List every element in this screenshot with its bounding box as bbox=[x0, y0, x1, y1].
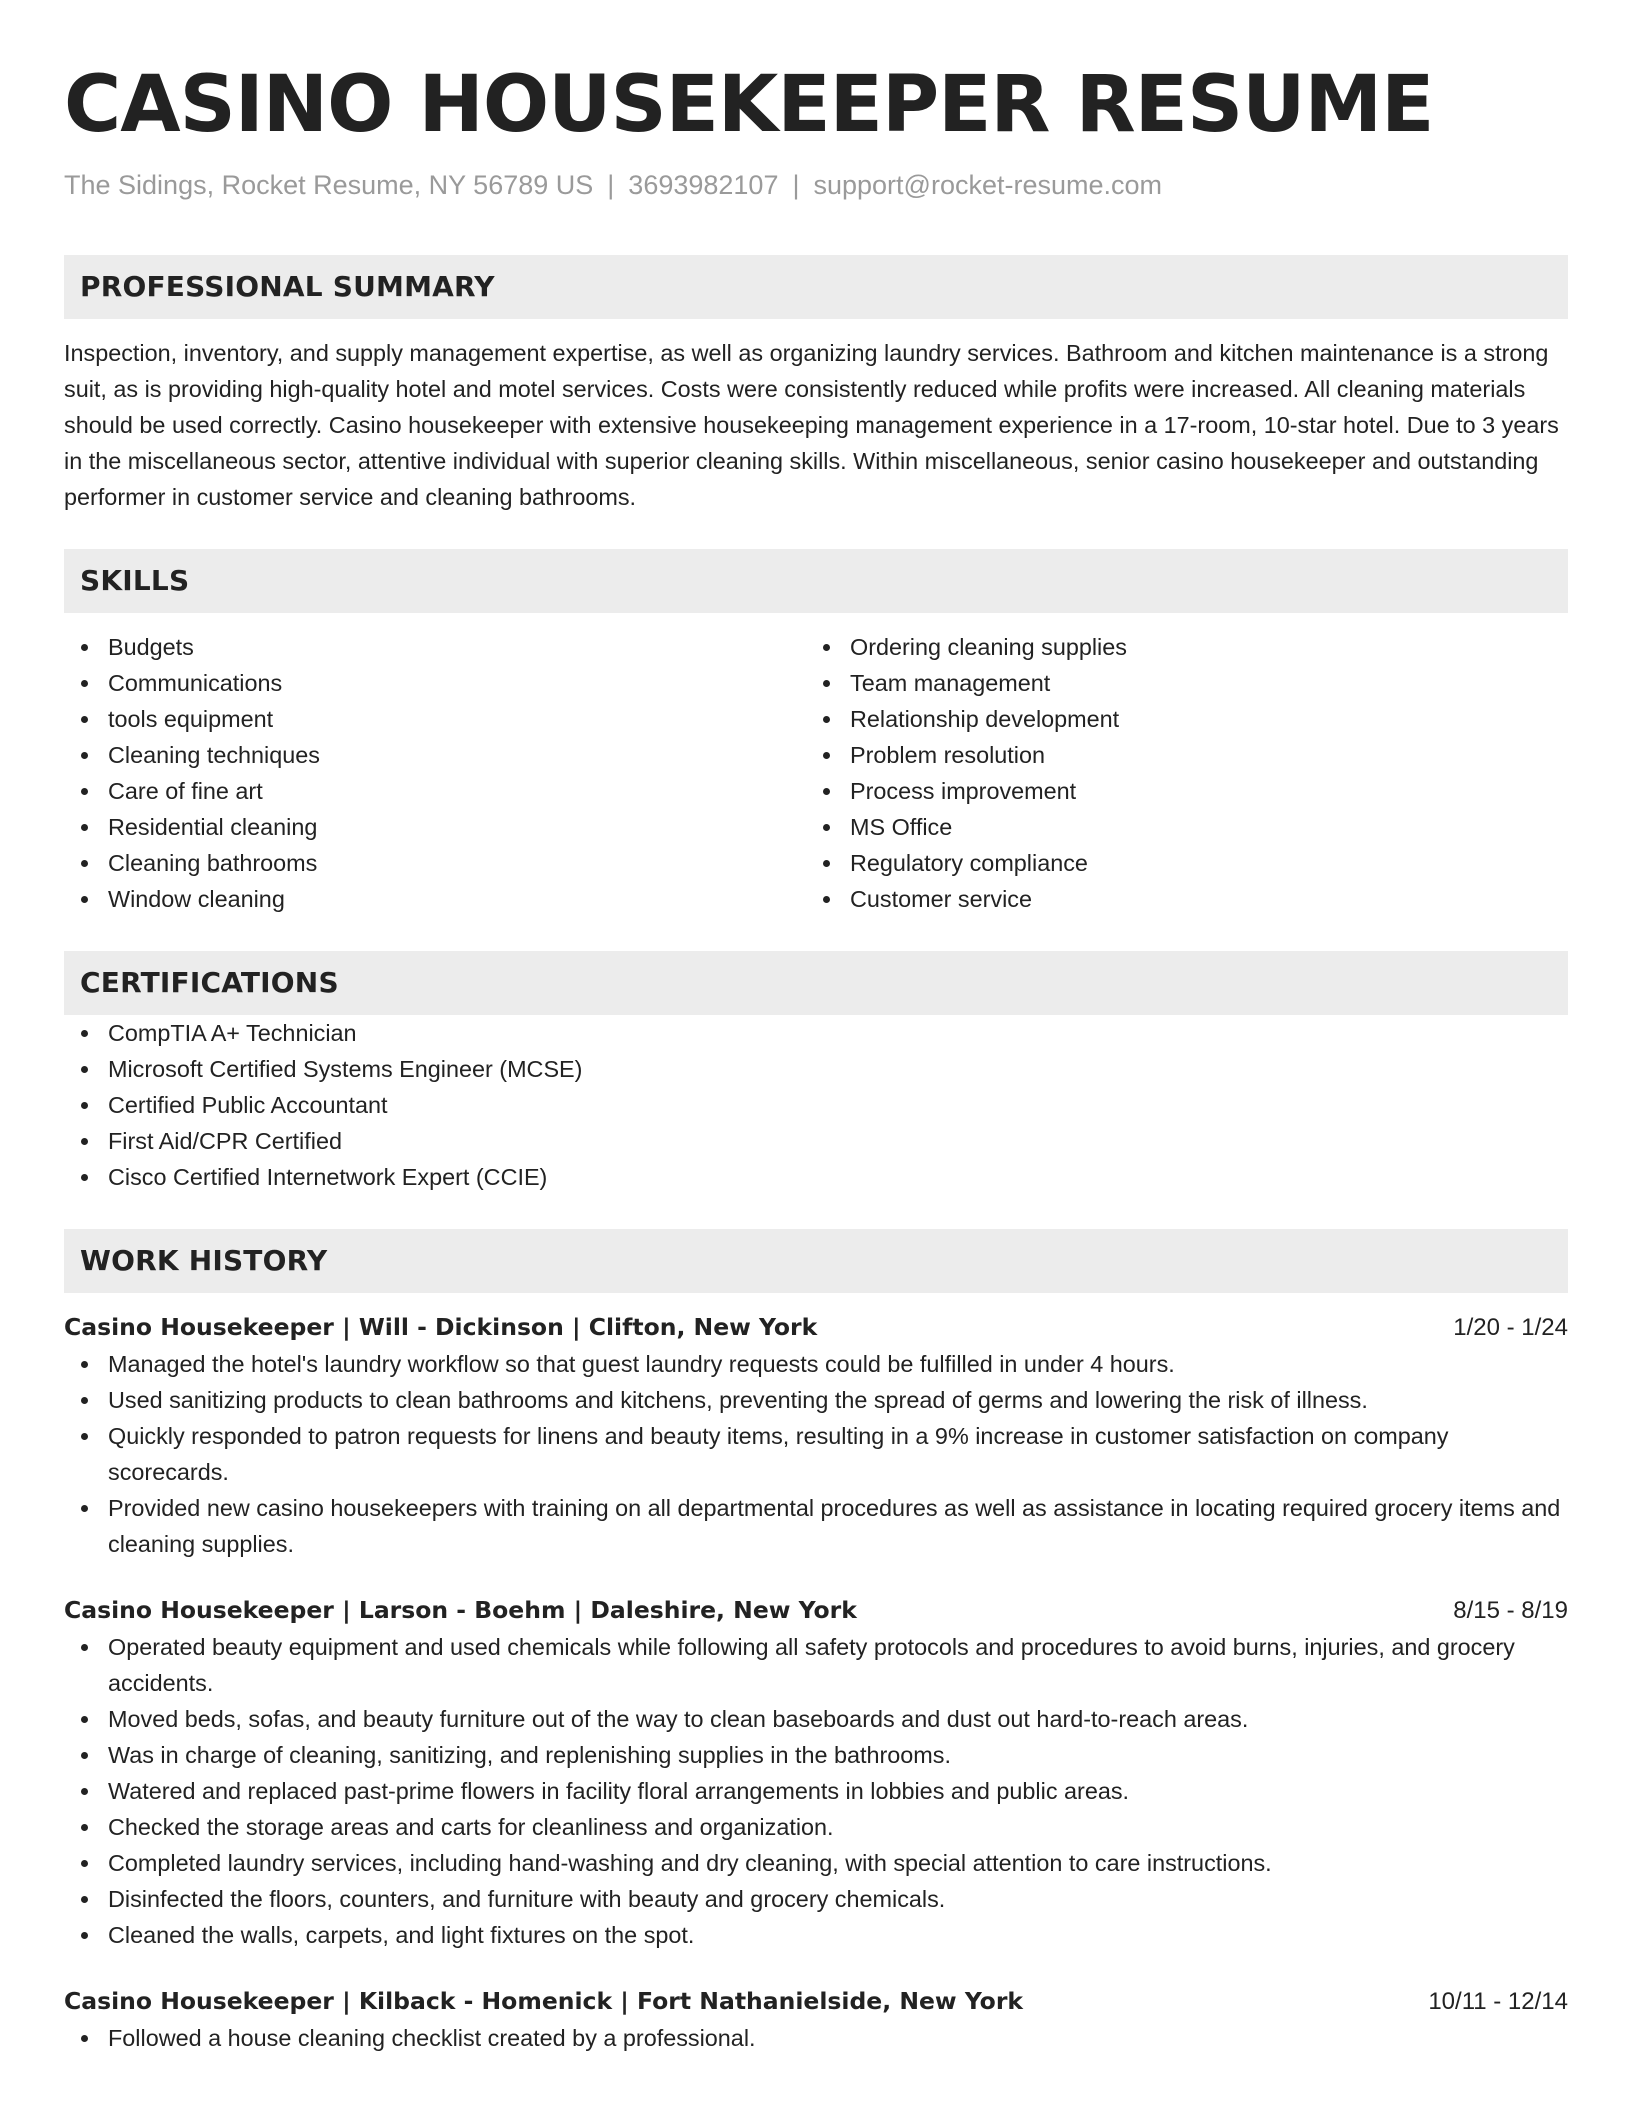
resume-title: CASINO HOUSEKEEPER RESUME bbox=[64, 60, 1434, 150]
job-duty-item: Used sanitizing products to clean bathrooms and kitchens, preventing the spread of germs and lowering the risk of illness. bbox=[64, 1382, 1568, 1418]
certification-item: Certified Public Accountant bbox=[64, 1087, 1568, 1123]
section-skills bbox=[64, 549, 1568, 917]
job-title: Casino Housekeeper | Will - Dickinson | Clifton, New York bbox=[64, 1313, 818, 1341]
skill-item: MS Office bbox=[806, 809, 1548, 845]
job-duty-item: Completed laundry services, including hand-washing and dry cleaning, with special attention to care instructions. bbox=[64, 1845, 1568, 1881]
certifications-list bbox=[64, 1015, 1568, 1195]
skills-list-right bbox=[806, 629, 1548, 917]
skill-item: Cleaning bathrooms bbox=[64, 845, 806, 881]
job-duty-item: Disinfected the floors, counters, and furniture with beauty and grocery chemicals. bbox=[64, 1881, 1568, 1917]
job-duty-item: Provided new casino housekeepers with training on all departmental procedures as well as assistance in locating required grocery items and cleaning supplies. bbox=[64, 1490, 1568, 1562]
skill-item: Window cleaning bbox=[64, 881, 806, 917]
skill-item: Budgets bbox=[64, 629, 806, 665]
job-header bbox=[64, 1309, 1568, 1346]
certification-item: Cisco Certified Internetwork Expert (CCIE) bbox=[64, 1159, 1568, 1195]
skill-item: Communications bbox=[64, 665, 806, 701]
certification-item: Microsoft Certified Systems Engineer (MCSE) bbox=[64, 1051, 1568, 1087]
skills-columns bbox=[64, 629, 1568, 917]
resume-page bbox=[64, 56, 1568, 2056]
job-dates: 1/20 - 1/24 bbox=[1453, 1314, 1568, 1341]
job-duty-item: Quickly responded to patron requests for linens and beauty items, resulting in a 9% increase in customer satisfaction on company scorecards. bbox=[64, 1418, 1568, 1490]
skill-item: Team management bbox=[806, 665, 1548, 701]
section-summary bbox=[64, 255, 1568, 515]
skill-item: Process improvement bbox=[806, 773, 1548, 809]
certification-item: CompTIA A+ Technician bbox=[64, 1015, 1568, 1051]
job-duty-item: Watered and replaced past-prime flowers in facility floral arrangements in lobbies and public areas. bbox=[64, 1773, 1568, 1809]
job-title: Casino Housekeeper | Kilback - Homenick | Fort Nathanielside, New York bbox=[64, 1987, 1024, 2015]
job-header bbox=[64, 1592, 1568, 1629]
skill-item: Cleaning techniques bbox=[64, 737, 806, 773]
job-title: Casino Housekeeper | Larson - Boehm | Daleshire, New York bbox=[64, 1596, 857, 1624]
contact-separator: | bbox=[607, 170, 615, 200]
skills-list-left bbox=[64, 629, 806, 917]
summary-text: Inspection, inventory, and supply management expertise, as well as organizing laundry services. Bathroom and kitchen maintenance is a strong suit, as is providing high-quality hotel and motel services. Costs were consistently reduced while profits were increased. All cleaning materials should be used correctly. Casino housekeeper with extensive housekeeping management experience in a 17-room, 10-star hotel. Due to 3 years in the miscellaneous sector, attentive individual with superior cleaning skills. Within miscellaneous, senior casino housekeeper and outstanding performer in customer service and cleaning bathrooms. bbox=[64, 340, 1559, 510]
skill-item: Relationship development bbox=[806, 701, 1548, 737]
job-entry bbox=[64, 1592, 1568, 1953]
section-heading-skills: SKILLS bbox=[64, 549, 1568, 613]
skill-item: Residential cleaning bbox=[64, 809, 806, 845]
job-dates: 10/11 - 12/14 bbox=[1428, 1988, 1568, 2015]
job-duties-list bbox=[64, 1629, 1568, 1953]
skill-item: tools equipment bbox=[64, 701, 806, 737]
section-certifications bbox=[64, 951, 1568, 1195]
job-header bbox=[64, 1983, 1568, 2020]
section-heading-summary: PROFESSIONAL SUMMARY bbox=[64, 255, 1568, 319]
certification-item: First Aid/CPR Certified bbox=[64, 1123, 1568, 1159]
job-duties-list bbox=[64, 2020, 1568, 2056]
skill-item: Care of fine art bbox=[64, 773, 806, 809]
job-duty-item: Was in charge of cleaning, sanitizing, and replenishing supplies in the bathrooms. bbox=[64, 1737, 1568, 1773]
section-work-history bbox=[64, 1229, 1568, 2056]
contact-email: support@rocket-resume.com bbox=[813, 170, 1163, 200]
skill-item: Regulatory compliance bbox=[806, 845, 1548, 881]
job-duty-item: Moved beds, sofas, and beauty furniture out of the way to clean baseboards and dust out hard-to-reach areas. bbox=[64, 1701, 1568, 1737]
job-duty-item: Checked the storage areas and carts for cleanliness and organization. bbox=[64, 1809, 1568, 1845]
skill-item: Customer service bbox=[806, 881, 1548, 917]
skills-column-left bbox=[64, 629, 806, 917]
job-dates: 8/15 - 8/19 bbox=[1453, 1597, 1568, 1624]
contact-line bbox=[64, 167, 1568, 203]
skills-column-right bbox=[806, 629, 1548, 917]
section-heading-certifications: CERTIFICATIONS bbox=[64, 951, 1568, 1015]
contact-separator: | bbox=[792, 170, 800, 200]
job-entry bbox=[64, 1309, 1568, 1562]
job-duties-list bbox=[64, 1346, 1568, 1562]
skill-item: Ordering cleaning supplies bbox=[806, 629, 1548, 665]
skill-item: Problem resolution bbox=[806, 737, 1548, 773]
job-duty-item: Followed a house cleaning checklist created by a professional. bbox=[64, 2020, 1568, 2056]
section-heading-work-history: WORK HISTORY bbox=[64, 1229, 1568, 1293]
job-entry bbox=[64, 1983, 1568, 2056]
contact-phone: 3693982107 bbox=[628, 170, 779, 200]
job-duty-item: Cleaned the walls, carpets, and light fixtures on the spot. bbox=[64, 1917, 1568, 1953]
job-duty-item: Managed the hotel's laundry workflow so that guest laundry requests could be fulfilled in under 4 hours. bbox=[64, 1346, 1568, 1382]
contact-address: The Sidings, Rocket Resume, NY 56789 US bbox=[64, 170, 594, 200]
job-duty-item: Operated beauty equipment and used chemicals while following all safety protocols and procedures to avoid burns, injuries, and grocery accidents. bbox=[64, 1629, 1568, 1701]
